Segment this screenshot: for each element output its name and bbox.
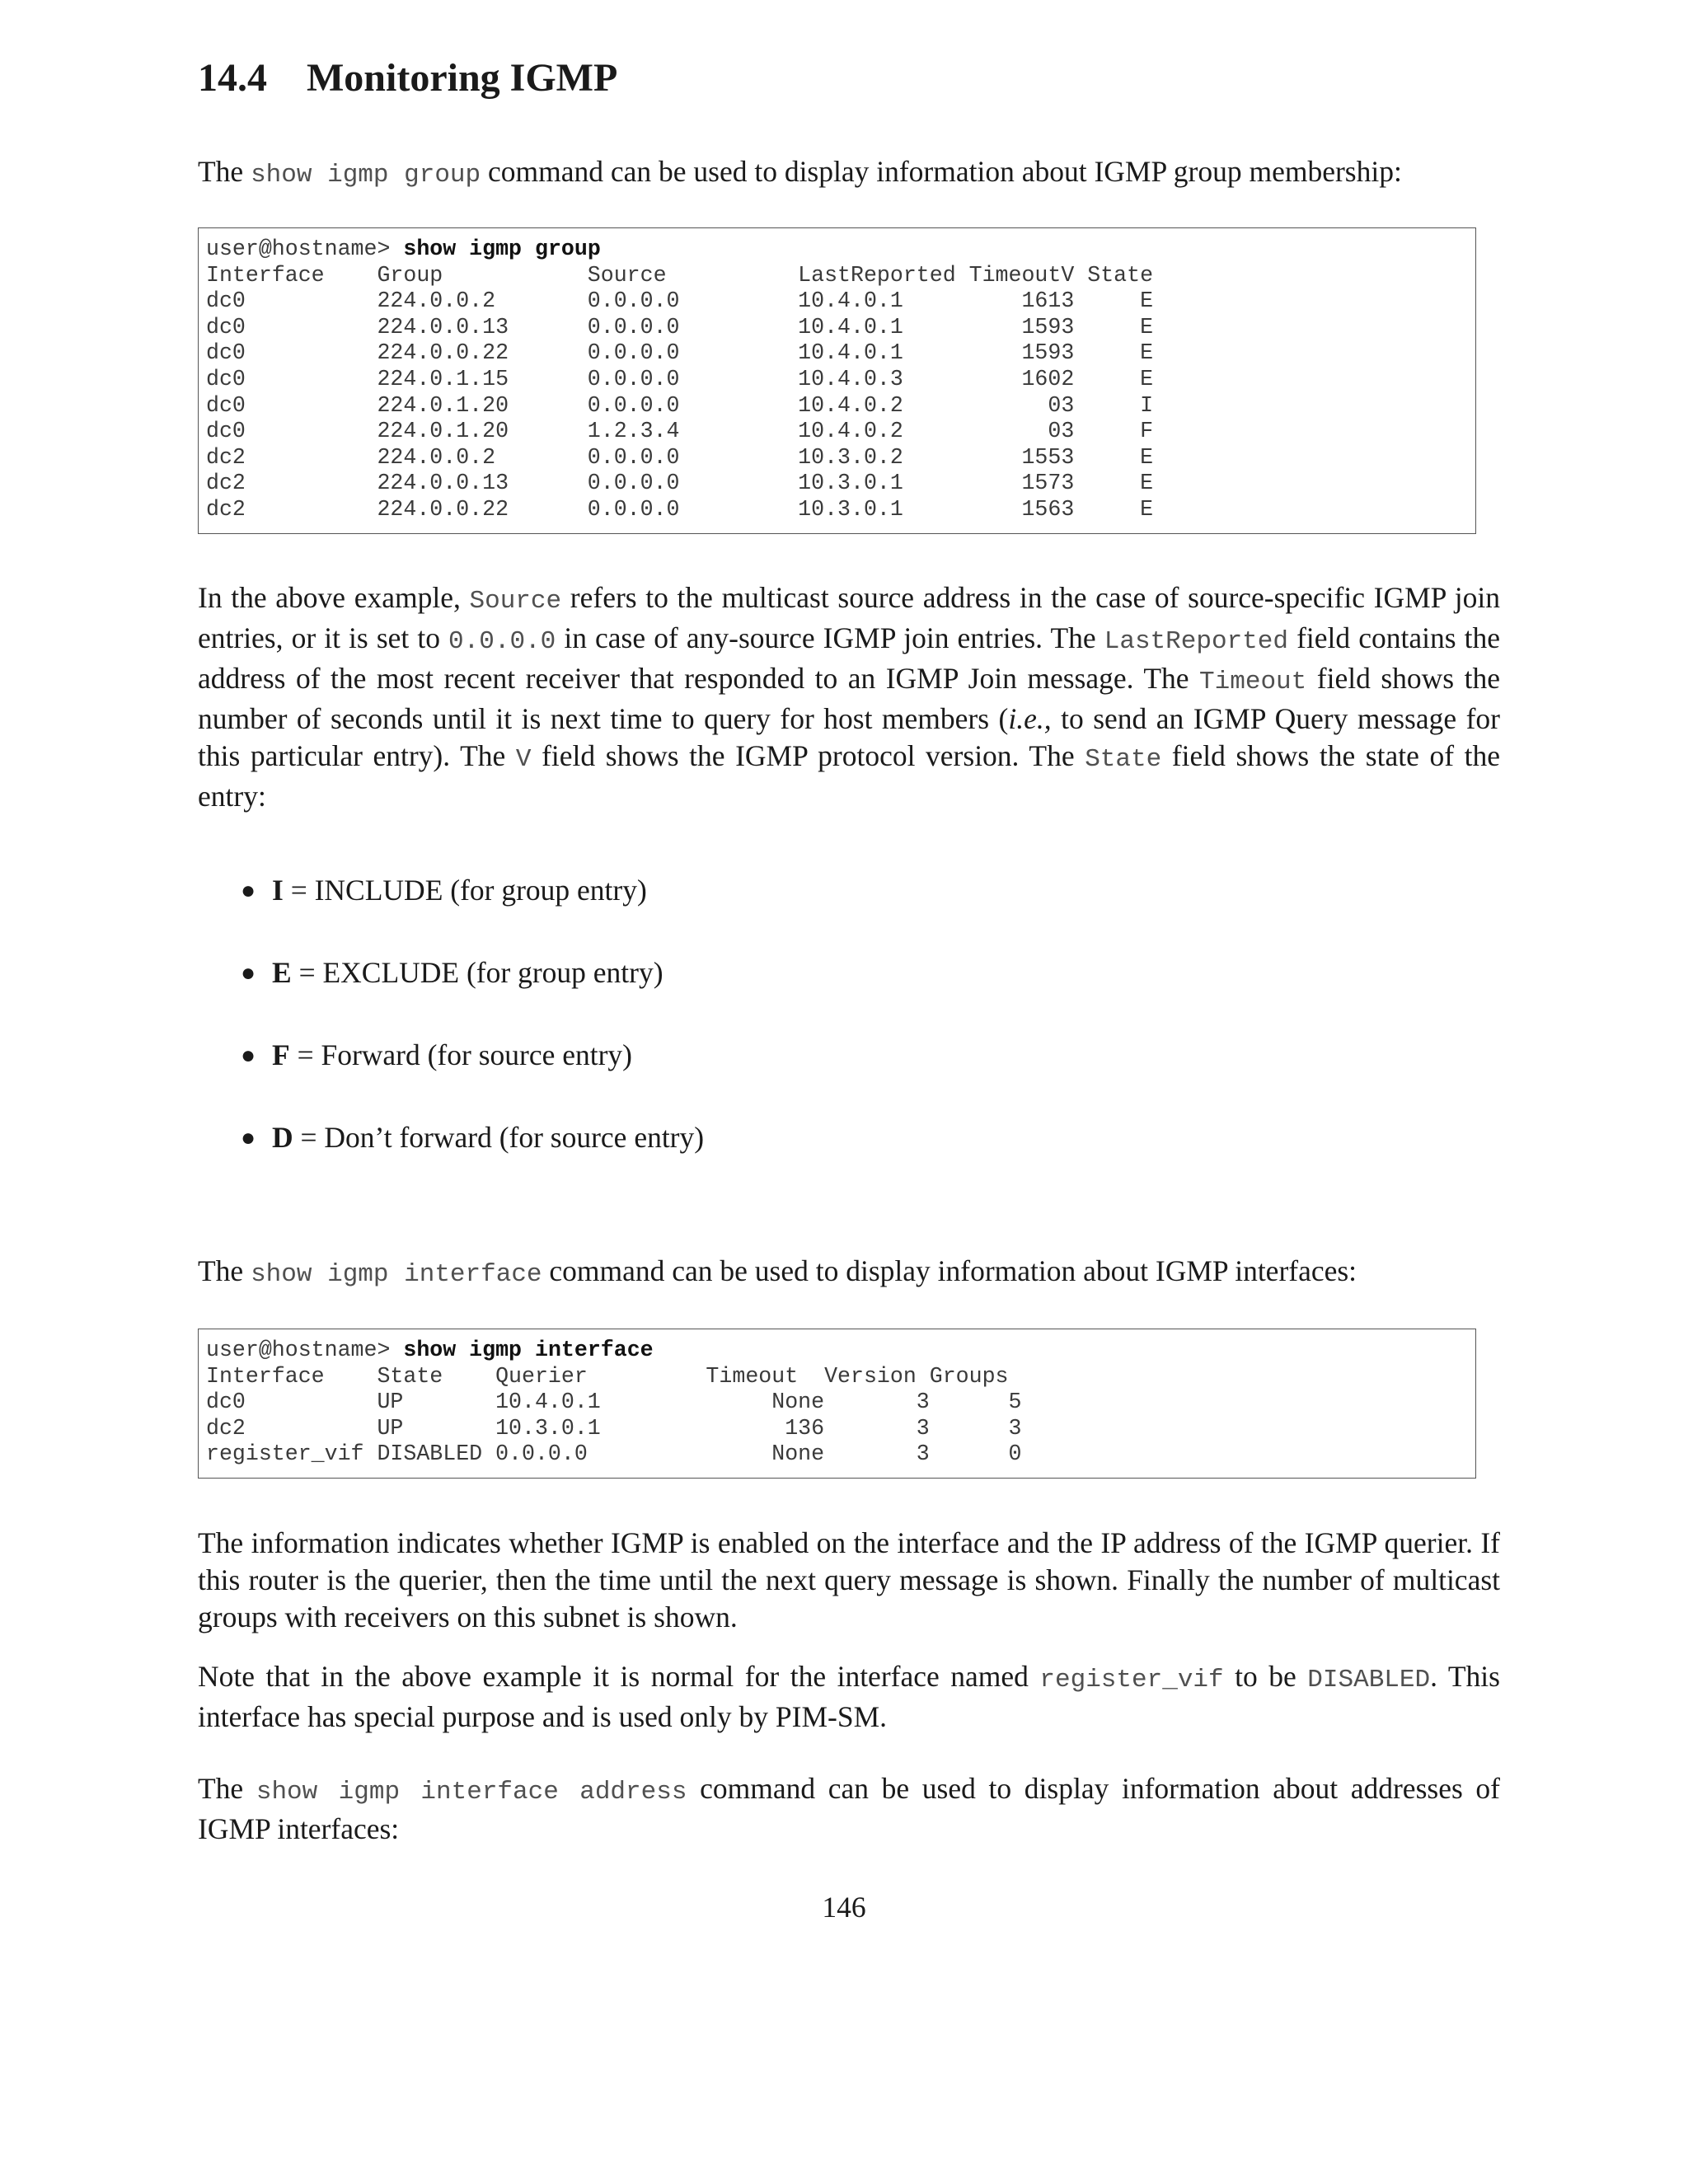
state-description: = INCLUDE (for group entry) [283,874,647,907]
text-run: In the above example, [198,581,470,614]
table-row: dc0 224.0.0.2 0.0.0.0 10.4.0.1 1613 E [206,288,1154,314]
inline-code: DISABLED [1307,1666,1431,1694]
section-heading [198,51,617,105]
intro-paragraph [198,153,1500,194]
command-show-igmp-interface: show igmp interface [251,1260,542,1289]
page-number: 146 [822,1891,866,1924]
inline-code: Source [469,587,562,616]
text-run: field shows the state of the entry: [198,739,1500,813]
register-vif-note-paragraph [198,1658,1500,1736]
igmp-group-output [198,227,1476,534]
list-item [198,954,704,1037]
table-row: dc2 224.0.0.22 0.0.0.0 10.3.0.1 1563 E [206,496,1154,522]
table-row: dc2 UP 10.3.0.1 136 3 3 [206,1415,1022,1441]
table-row: register_vif DISABLED 0.0.0.0 None 3 0 [206,1441,1022,1467]
inline-code: V [515,745,532,774]
typed-command: show igmp interface [403,1338,654,1362]
italic-text: i.e., [1008,702,1052,735]
text-run: to send an IGMP Query message for this particular entry). The [198,702,1501,772]
inline-code: 0.0.0.0 [448,627,556,656]
list-item [198,872,704,954]
state-description: = EXCLUDE (for group entry) [291,956,663,989]
state-list [198,872,704,1202]
state-code: I [272,874,284,907]
text-run: refers to the multicast source address in the case of source-specific IGMP join entries, or it is set to [198,581,1500,654]
list-item [198,1037,704,1119]
igmp-interface-output [198,1329,1476,1479]
text-run: The [198,1772,256,1805]
text-run: field shows the number of seconds until it is next time to query for host members ( [198,662,1500,735]
text-run: The [198,1254,251,1287]
table-header: Interface State Querier Timeout Version Groups [206,1363,1022,1389]
text-run: command can be used to display information about IGMP group membership: [481,155,1402,188]
list-item [198,1119,704,1202]
typed-command: show igmp group [403,237,601,261]
bullet-icon: ● [241,1042,256,1069]
command-show-igmp-group: show igmp group [251,161,481,190]
table-row: dc2 224.0.0.2 0.0.0.0 10.3.0.2 1553 E [206,444,1154,470]
field-explanation-paragraph [198,579,1500,815]
bullet-icon: ● [241,1124,256,1151]
state-code: E [272,956,292,989]
shell-prompt: user@hostname> [206,1338,404,1362]
table-row: dc2 224.0.0.13 0.0.0.0 10.3.0.1 1573 E [206,471,1154,496]
interface-intro-paragraph [198,1253,1500,1293]
text-run: field shows the IGMP protocol version. The [531,739,1085,772]
table-row: dc0 224.0.0.13 0.0.0.0 10.4.0.1 1593 E [206,314,1154,340]
state-description: = Forward (for source entry) [289,1038,632,1071]
text-run: command can be used to display information about addresses of IGMP interfaces: [198,1772,1500,1845]
text-run: in case of any-source IGMP join entries. The [556,621,1104,654]
bullet-icon: ● [241,877,256,904]
text-run: . This interface has special purpose and is used only by PIM-SM. [198,1660,1500,1733]
inline-code: register_vif [1039,1666,1224,1694]
state-description: = Don’t forward (for source entry) [293,1121,705,1154]
state-code: F [272,1038,290,1071]
inline-code: LastReported [1104,627,1288,656]
text-run: to be [1223,1660,1308,1693]
text-run: command can be used to display information about IGMP interfaces: [542,1254,1357,1287]
section-title: Monitoring IGMP [307,56,618,100]
table-row: dc0 224.0.1.15 0.0.0.0 10.4.0.3 1602 E [206,366,1154,391]
text-run: Note that in the above example it is normal for the interface named [198,1660,1040,1693]
table-row: dc0 224.0.0.22 0.0.0.0 10.4.0.1 1593 E [206,340,1154,366]
bullet-icon: ● [241,959,256,987]
state-code: D [272,1121,293,1154]
table-row: dc0 UP 10.4.0.1 None 3 5 [206,1390,1022,1415]
command-show-igmp-interface-address: show igmp interface address [256,1778,687,1807]
inline-code: State [1085,745,1162,774]
table-row: dc0 224.0.1.20 0.0.0.0 10.4.0.2 03 I [206,392,1154,418]
shell-prompt: user@hostname> [206,237,404,261]
inline-code: Timeout [1199,668,1307,696]
text-run: The [198,155,251,188]
interface-explanation-paragraph: The information indicates whether IGMP is enabled on the interface and the IP address of the IGMP querier. If this router is the querier, then the time until the next query message is shown. Finally the number of multicast groups with receivers on this subnet is shown. [198,1526,1500,1633]
interface-address-intro-paragraph [198,1770,1500,1848]
table-header: Interface Group Source LastReported TimeoutV State [206,262,1154,288]
section-number: 14.4 [198,56,267,100]
table-row: dc0 224.0.1.20 1.2.3.4 10.4.0.2 03 F [206,419,1154,444]
text-run: field contains the address of the most recent receiver that responded to an IGMP Join message. The [198,621,1500,695]
